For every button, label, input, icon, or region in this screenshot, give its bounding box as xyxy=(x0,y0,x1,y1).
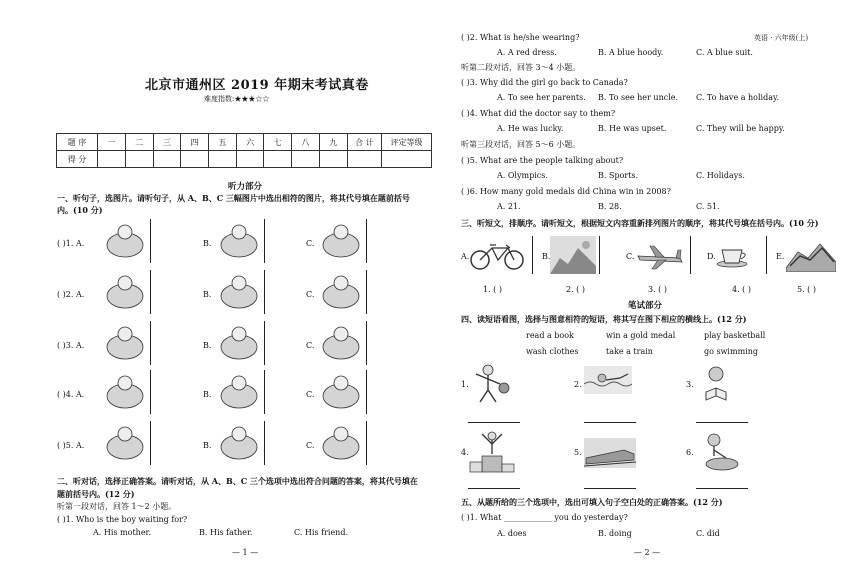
picture-divider xyxy=(766,236,767,274)
answer-line-3[interactable] xyxy=(696,422,748,423)
q2-5-stem: ( )5. What are the people talking about? xyxy=(461,156,624,165)
score-cell: 四 xyxy=(181,134,209,151)
q2-1-option-c: C. His friend. xyxy=(294,528,348,537)
page-number-right: — 2 — xyxy=(634,548,661,557)
option-b-label: B. xyxy=(203,341,212,350)
sec3-blank-5[interactable]: 5. ( ) xyxy=(797,285,816,294)
family-picture xyxy=(216,374,262,412)
question-number: ( )1. A. xyxy=(57,239,85,248)
sec4-num-5: 5. xyxy=(574,448,582,457)
phrase-option: wash clothes xyxy=(526,347,579,356)
phrase-option: read a book xyxy=(526,331,574,340)
scarf-picture xyxy=(216,325,262,363)
picture-divider xyxy=(150,270,151,314)
family-picture xyxy=(318,374,364,412)
dialogue-note-2: 听第二段对话，回答 3～4 小题。 xyxy=(461,63,581,72)
phrase-option: play basketball xyxy=(704,331,766,340)
score-cell: 一 xyxy=(98,134,126,151)
picture-divider xyxy=(264,270,265,314)
score-cell: 五 xyxy=(208,134,236,151)
section2-title-cont: 题前括号内。(12 分) xyxy=(57,489,135,499)
q2-5-option-c: C. Holidays. xyxy=(696,171,745,180)
sec4-num-4: 4. xyxy=(461,448,469,457)
q2-6-option-c: C. 51. xyxy=(696,202,720,211)
bicycle-picture xyxy=(468,240,528,272)
section1-title-cont: 内。(10 分) xyxy=(57,205,103,215)
sec4-num-3: 3. xyxy=(686,380,694,389)
bus-picture xyxy=(318,274,364,312)
score-input-cell[interactable] xyxy=(319,151,347,168)
q2-6-stem: ( )6. How many gold medals did China win in 2008? xyxy=(461,187,671,196)
q2-5-option-b: B. Sports. xyxy=(598,171,639,180)
option-b-label: B. xyxy=(203,390,212,399)
great-wall-picture xyxy=(786,238,836,272)
q2-1-option-b: B. His father. xyxy=(199,528,253,537)
page-number-left: — 1 — xyxy=(232,548,259,557)
score-input-cell[interactable] xyxy=(292,151,320,168)
picture-divider xyxy=(366,370,367,414)
written-heading: 笔试部分 xyxy=(628,301,663,311)
score-cell: 合 计 xyxy=(347,134,381,151)
section5-title: 五、从题所给的三个选项中，选出可填入句子空白处的正确答案。(12 分) xyxy=(461,497,723,507)
dancer-picture xyxy=(318,425,364,463)
exam-title: 北京市通州区 2019 年期末考试真卷 xyxy=(145,78,369,93)
cup-picture xyxy=(716,244,752,268)
question-number: ( )2. A. xyxy=(57,290,85,299)
q2-4-option-c: C. They will be happy. xyxy=(696,124,785,133)
question-number: ( )3. A. xyxy=(57,341,85,350)
question-number: ( )4. A. xyxy=(57,390,85,399)
score-cell: 三 xyxy=(153,134,181,151)
family-picture xyxy=(102,374,148,412)
monkey-picture xyxy=(102,223,148,261)
picture-divider xyxy=(264,421,265,465)
answer-line-5[interactable] xyxy=(584,488,636,489)
option-c-label: C. xyxy=(306,290,315,299)
squirrel-picture xyxy=(216,223,262,261)
q2-3-stem: ( )3. Why did the girl go back to Canada? xyxy=(461,78,628,87)
sec3-blank-4[interactable]: 4. ( ) xyxy=(732,285,751,294)
q2-2-option-b: B. A blue hoody. xyxy=(598,48,664,57)
section2-title: 二、听对话，选择正确答案。请听对话，从 A、B、C 三个选项中选出符合问题的答案，将其代号填在 xyxy=(57,476,418,486)
score-cell: 二 xyxy=(125,134,153,151)
score-input-cell[interactable] xyxy=(125,151,153,168)
score-cell: 六 xyxy=(236,134,264,151)
washing-clothes-picture xyxy=(696,432,740,472)
q5-1-option-b: B. doing xyxy=(598,529,632,538)
option-c-label: C. xyxy=(306,441,315,450)
reading-picture xyxy=(696,364,736,404)
landscape-picture xyxy=(550,236,596,274)
q2-4-option-b: B. He was upset. xyxy=(598,124,667,133)
car-picture xyxy=(102,274,148,312)
phrase-option: win a gold medal xyxy=(606,331,676,340)
sec3-blank-2[interactable]: 2. ( ) xyxy=(566,285,585,294)
q2-2-option-a: A. A red dress. xyxy=(497,48,557,57)
train-picture xyxy=(584,438,636,468)
q2-4-option-a: A. He was lucky. xyxy=(497,124,564,133)
q5-1-stem: ( )1. What ____________ you do yesterday? xyxy=(461,513,628,522)
answer-line-2[interactable] xyxy=(584,422,636,423)
score-cell: 题 序 xyxy=(57,134,98,151)
option-c-label: C. xyxy=(306,341,315,350)
option-c-label: C. xyxy=(306,390,315,399)
q2-4-stem: ( )4. What did the doctor say to them? xyxy=(461,109,616,118)
picture-divider xyxy=(150,370,151,414)
score-table-header-row xyxy=(57,134,432,151)
picture-divider xyxy=(366,219,367,263)
listening-heading: 听力部分 xyxy=(228,182,263,192)
dialogue-note-3: 听第三段对话，回答 5～6 小题。 xyxy=(461,140,581,149)
sec3-blank-1[interactable]: 1. ( ) xyxy=(483,285,502,294)
basketball-picture xyxy=(468,362,516,406)
bicycle-picture xyxy=(216,274,262,312)
score-row-label: 得 分 xyxy=(57,151,98,168)
difficulty-rating: 难度指数:★★★☆☆ xyxy=(204,95,270,103)
q2-5-option-a: A. Olympics. xyxy=(497,171,548,180)
section4-title: 四、读短语看图，选择与图意相符的短语，将其写在图下相应的横线上。(12 分) xyxy=(461,314,747,324)
picture-divider xyxy=(366,321,367,365)
sec3-label-a: A. xyxy=(461,252,470,261)
q2-6-option-a: A. 21. xyxy=(497,202,521,211)
sweater-picture xyxy=(102,325,148,363)
score-input-cell[interactable] xyxy=(236,151,264,168)
score-input-cell[interactable] xyxy=(181,151,209,168)
sec3-label-b: B. xyxy=(542,252,551,261)
q2-1-stem: ( )1. Who is the boy waiting for? xyxy=(57,515,188,524)
score-input-cell[interactable] xyxy=(347,151,381,168)
q2-3-option-b: B. To see her uncle. xyxy=(598,93,679,102)
q2-1-option-a: A. His mother. xyxy=(93,528,152,537)
answer-line-4[interactable] xyxy=(468,488,520,489)
answer-line-1[interactable] xyxy=(468,422,520,423)
score-cell: 九 xyxy=(319,134,347,151)
section2-note: 听第一段对话，回答 1～2 小题。 xyxy=(57,502,177,511)
score-input-cell[interactable] xyxy=(382,151,432,168)
picture-divider xyxy=(150,219,151,263)
sec3-label-e: E. xyxy=(776,252,785,261)
q2-2-option-c: C. A blue suit. xyxy=(696,48,753,57)
picture-divider xyxy=(690,236,691,274)
option-b-label: B. xyxy=(203,239,212,248)
swimming-picture xyxy=(584,366,632,394)
sec3-blank-3[interactable]: 3. ( ) xyxy=(648,285,667,294)
score-cell: 七 xyxy=(264,134,292,151)
jacket-picture xyxy=(318,325,364,363)
picture-divider xyxy=(264,219,265,263)
picture-divider xyxy=(150,321,151,365)
gold-medal-picture xyxy=(468,430,516,474)
phrase-option: take a train xyxy=(606,347,653,356)
option-b-label: B. xyxy=(203,441,212,450)
score-input-cell[interactable] xyxy=(264,151,292,168)
picture-divider xyxy=(264,370,265,414)
q5-1-option-c: C. did xyxy=(696,529,720,538)
airplane-picture xyxy=(636,244,684,270)
phrase-option: go swimming xyxy=(704,347,758,356)
score-input-cell[interactable] xyxy=(153,151,181,168)
q2-3-option-a: A. To see her parents. xyxy=(497,93,586,102)
score-cell: 八 xyxy=(292,134,320,151)
sec4-num-1: 1. xyxy=(461,380,469,389)
picture-divider xyxy=(532,236,533,274)
woman-picture xyxy=(216,425,262,463)
sec4-num-6: 6. xyxy=(686,448,694,457)
sec3-label-c: C. xyxy=(626,252,635,261)
sec3-label-d: D. xyxy=(707,252,716,261)
q2-6-option-b: B. 28. xyxy=(598,202,622,211)
section1-title: 一、听句子，选图片。请听句子，从 A、B、C 三幅图片中选出相符的图片，将其代号填在题前括号 xyxy=(57,193,410,203)
picture-divider xyxy=(150,421,151,465)
teacher-picture xyxy=(102,425,148,463)
q5-1-option-a: A. does xyxy=(497,529,527,538)
q2-3-option-c: C. To have a holiday. xyxy=(696,93,780,102)
picture-divider xyxy=(599,236,600,274)
answer-line-6[interactable] xyxy=(696,488,748,489)
score-table xyxy=(56,133,432,168)
running-header: 英语 · 六年级(上) xyxy=(754,34,809,42)
score-input-cell[interactable] xyxy=(98,151,126,168)
option-c-label: C. xyxy=(306,239,315,248)
picture-divider xyxy=(366,421,367,465)
score-cell: 评定等级 xyxy=(382,134,432,151)
q2-2-stem: ( )2. What is he/she wearing? xyxy=(461,33,580,42)
question-number: ( )5. A. xyxy=(57,441,85,450)
option-b-label: B. xyxy=(203,290,212,299)
score-table-score-row xyxy=(57,151,432,168)
score-input-cell[interactable] xyxy=(208,151,236,168)
sheep-picture xyxy=(318,223,364,261)
sec4-num-2: 2. xyxy=(574,380,582,389)
picture-divider xyxy=(366,270,367,314)
picture-divider xyxy=(264,321,265,365)
section3-title: 三、听短文，排顺序。请听短文，根据短文内容重新排列图片的顺序，将其代号填在括号内。(10 分) xyxy=(461,218,819,228)
